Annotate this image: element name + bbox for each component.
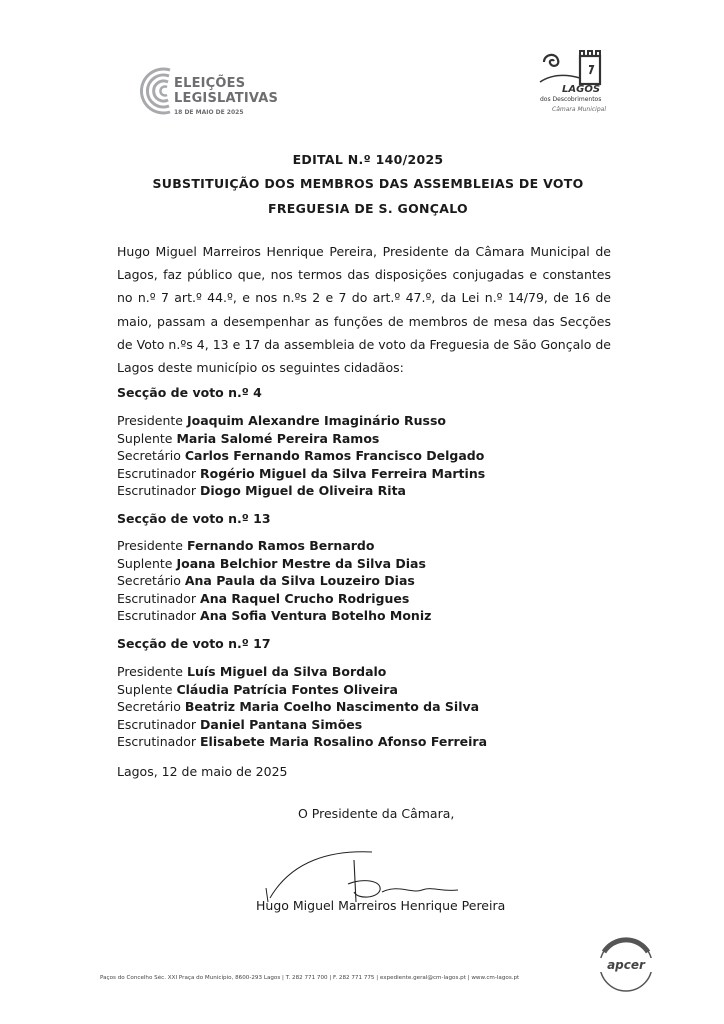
member-row [117, 663, 557, 681]
lagos-logo-name: LAGOS [562, 84, 601, 95]
member-row [117, 607, 557, 625]
signer-title: O Presidente da Câmara, [298, 806, 455, 821]
member-name: Joana Belchior Mestre da Silva Dias [176, 555, 426, 571]
edital-number-title: EDITAL N.º 140/2025 [292, 152, 444, 167]
member-name: Joaquim Alexandre Imaginário Russo [186, 413, 446, 428]
lagos-tower-wave-icon [536, 48, 616, 88]
member-row [117, 716, 557, 734]
member-role: Escrutinador [117, 483, 197, 499]
member-name: Ana Raquel Crucho Rodrigues [200, 590, 410, 606]
member-role: Presidente [117, 664, 183, 679]
member-role: Escrutinador [117, 716, 197, 732]
apcer-badge-label: apcer [607, 958, 645, 972]
member-row [117, 430, 557, 448]
member-row [117, 590, 557, 608]
member-name: Cláudia Patrícia Fontes Oliveira [176, 681, 398, 697]
member-row [117, 681, 557, 699]
member-name: Elisabete Maria Rosalino Afonso Ferreira [200, 734, 488, 750]
member-name: Rogério Miguel da Silva Ferreira Martins [200, 465, 486, 481]
edital-parish-title: FREGUESIA DE S. GONÇALO [268, 201, 468, 216]
eleicoes-logo-date: 18 DE MAIO DE 2025 [174, 109, 244, 116]
footer-address: Paços do Concelho Séc. XXI Praça do Município, 8600-293 Lagos | T. 282 771 700 | F. 282 771 775 | expediente.geral@cm-lagos.pt | www.cm-lagos.pt [100, 975, 520, 981]
lagos-logo-subtitle: Câmara Municipal [552, 106, 607, 113]
member-row [117, 447, 557, 465]
member-role: Presidente [117, 538, 183, 553]
member-role: Presidente [117, 413, 183, 428]
members-list [117, 537, 557, 625]
member-row [117, 537, 557, 555]
member-role: Suplente [117, 555, 173, 571]
member-name: Luís Miguel da Silva Bordalo [186, 664, 387, 679]
member-row [117, 412, 557, 430]
member-name: Carlos Fernando Ramos Francisco Delgado [184, 448, 485, 464]
member-role: Escrutinador [117, 465, 197, 481]
member-name: Maria Salomé Pereira Ramos [176, 430, 380, 446]
member-role: Escrutinador [117, 608, 197, 624]
member-role: Escrutinador [117, 590, 197, 606]
member-name: Beatriz Maria Coelho Nascimento da Silva [184, 699, 480, 715]
member-role: Secretário [117, 699, 181, 715]
eleicoes-logo-line2: LEGISLATIVAS [174, 91, 279, 106]
date-line: Lagos, 12 de maio de 2025 [117, 764, 288, 779]
member-row [117, 698, 557, 716]
member-row [117, 555, 557, 573]
member-name: Fernando Ramos Bernardo [186, 538, 375, 553]
member-role: Secretário [117, 448, 181, 464]
section-title: Secção de voto n.º 13 [117, 511, 271, 526]
member-row [117, 733, 557, 751]
eleicoes-swirl-icon [140, 60, 174, 122]
member-name: Diogo Miguel de Oliveira Rita [200, 483, 406, 499]
member-name: Daniel Pantana Simões [200, 716, 363, 732]
section-title: Secção de voto n.º 17 [117, 636, 271, 651]
signer-name: Hugo Miguel Marreiros Henrique Pereira [256, 898, 506, 913]
members-list [117, 663, 557, 751]
eleicoes-legislativas-logo [140, 60, 279, 122]
member-name: Ana Sofia Ventura Botelho Moniz [200, 608, 432, 624]
eleicoes-logo-line1: ELEIÇÕES [174, 76, 246, 91]
member-row [117, 465, 557, 483]
members-list [117, 412, 557, 500]
section-title: Secção de voto n.º 4 [117, 385, 262, 400]
edital-subject-title: SUBSTITUIÇÃO DOS MEMBROS DAS ASSEMBLEIAS DE VOTO [152, 176, 584, 191]
member-role: Escrutinador [117, 734, 197, 750]
member-row [117, 572, 557, 590]
apcer-certification-logo [590, 934, 662, 996]
member-role: Suplente [117, 681, 173, 697]
intro-paragraph: Hugo Miguel Marreiros Henrique Pereira, Presidente da Câmara Municipal de Lagos, faz público que, nos termos das disposições conjugadas e constantes no n.º 7 art.º 44.º, e nos n.ºs 2 e 7 do art.º 47.º, da Lei n.º 14/79, de 16 de maio, passam a desempenhar as funções de membros de mesa das Secções de Voto n.ºs 4, 13 e 17 da assembleia de voto da Freguesia de São Gonçalo de Lagos deste município os seguintes cidadãos: [117, 244, 611, 376]
member-role: Suplente [117, 430, 173, 446]
member-row [117, 482, 557, 500]
apcer-badge-icon [590, 934, 662, 996]
lagos-logo-tagline: dos Descobrimentos [540, 96, 602, 103]
lagos-municipal-logo [536, 48, 616, 120]
member-name: Ana Paula da Silva Louzeiro Dias [184, 573, 415, 589]
member-role: Secretário [117, 573, 181, 589]
